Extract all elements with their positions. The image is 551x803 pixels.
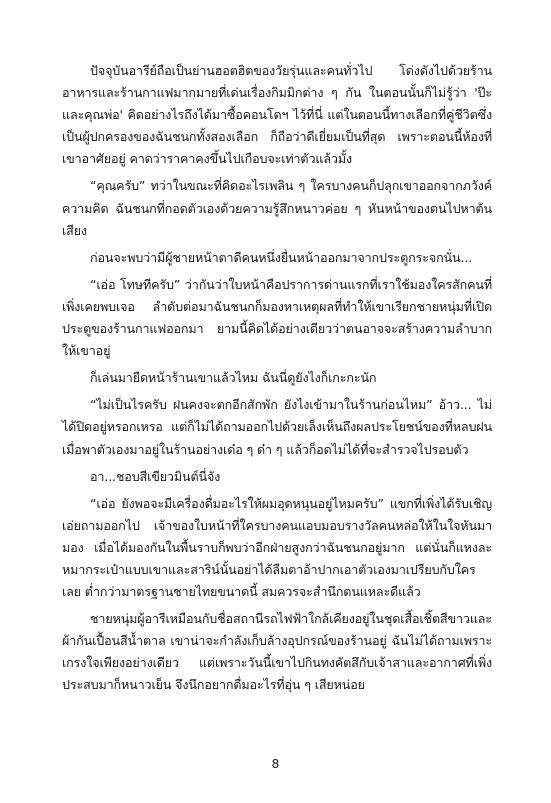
page-number: 8 [271,757,280,771]
paragraph: “คุณครับ” ทว่าในขณะที่คิดอะไรเพลิน ๆ ใครบางคนก็ปลุกเขาออกจากภวังค์ความคิด ฉันชนกที่กอดตัวเองด้วยความรู้สึกหนาวค่อย ๆ หันหน้าของตนไปหาต้นเสียง [62,178,492,238]
paragraph: “เอ่อ ยังพอจะมีเครื่องดื่มอะไรให้ผมอุดหนุนอยู่ไหมครับ” แขกที่เพิ่งได้รับเชิญเอ่ยถามออกไป เจ้าของใบหน้าที่ใครบางคนแอบมอบรางวัลคนหล่อให้ในใจหันมามอง เมื่อได้มองกันในพื้นราบก็พบว่าอีกฝ่ายสูงกว่าฉันชนกอยู่มาก แต่นั่นก็แหงละ หมากระเป๋าแบบเขาและสาริน์นั้นอย่าได้ลืมตาอ้าปากเอาตัวเองมาเปรียบกับใครเลย ต่ำกว่ามาตรฐานชายไทยขนาดนี้ สมควรจะสำนึกตนแหละดีแล้ว [62,495,492,600]
paragraph: ก่อนจะพบว่ามีผู้ชายหน้าตาดีคนหนึ่งยื่นหน้าออกมาจากประตูกระจกนั่น... [90,249,473,265]
paragraph: ก็เล่นมายืดหน้าร้านเขาแล้วไหม ฉันนี่ดูยังไงก็เกะกะนัก [90,370,377,386]
paragraph: “ไม่เป็นไรครับ ฝนคงจะตกอีกสักพัก ยังไงเข้ามาในร้านก่อนไหม” อ้าว... ไม่ได้ปิดอยู่หรอกเหรอ แต่ก็ไม่ได้ถามออกไปด้วยเล็งเห็นถึงผลประโยชน์ของที่หลบฝน เมื่อพาตัวเองมาอยู่ในร้านอย่างเด๋อ ๆ ด๋า ๆ แล้วก็อดไม่ได้ที่จะสำรวจไปรอบตัว [62,397,492,457]
paragraph: ปัจจุบันอารีย์ถือเป็นย่านฮอตฮิตของวัยรุ่นและคนทั่วไป โด่งดังไปด้วยร้านอาหารและร้านกาแฟมากมายที่เด่นเรื่องกิมมิกต่าง ๆ กัน ในตอนนั้นก็ไม่รู้ว่า 'ป๊ะและคุณพ่อ' คิดอย่างไรถึงได้มาซื้อคอนโดฯ ไว้ที่นี่ แต่ในตอนนี้ทางเลือกที่คู่ชีวิตซึ่งเป็นผู้ปกครองของฉันชนกทั้งสองเลือก ก็ถือว่าดีเยี่ยมเป็นที่สุด เพราะตอนนี้ห้องที่เขาอาศัยอยู่ คาดว่าราคาคงขึ้นไปเกือบจะเท่าตัวแล้วมั้ง [62,63,492,167]
paragraph: อา...ชอบสีเขียวมินต์นี่จัง [90,468,221,484]
paragraph: ชายหนุ่มผู้อารีเหมือนกับชื่อสถานีรถไฟฟ้าใกล้เคียงอยู่ในชุดเสื้อเชิ้ตสีขาวและผ้ากันเปื้อนสีน้ำตาล เขาน่าจะกำลังเก็บล้างอุปกรณ์ของร้านอยู่ ฉันไม่ได้ถามเพราะเกรงใจเพียงอย่างเดียว แต่เพราะวันนี้เขาไปกินทงคัตสึกับเจ้าสาและอากาศที่เพิ่งประสบมาก็หนาวเย็น จึงนึกอยากดื่มอะไรที่อุ่น ๆ เสียหน่อย [62,611,492,693]
body-text [62,60,492,702]
paragraph: “เอ่อ โทษทีครับ” ว่ากันว่าใบหน้าคือปราการด่านแรกที่เราใช้มองใครสักคนที่เพิ่งเคยพบเจอ ลำดับต่อมาฉันชนกก็มองหาเหตุผลที่ทำให้เขาเรียกชายหนุ่มที่เปิดประตูของร้านกาแฟออกมา ยามนี้คิดได้อย่างเดียวว่าตนอาจจะสร้างความลำบากให้เขาอยู่ [62,276,492,359]
